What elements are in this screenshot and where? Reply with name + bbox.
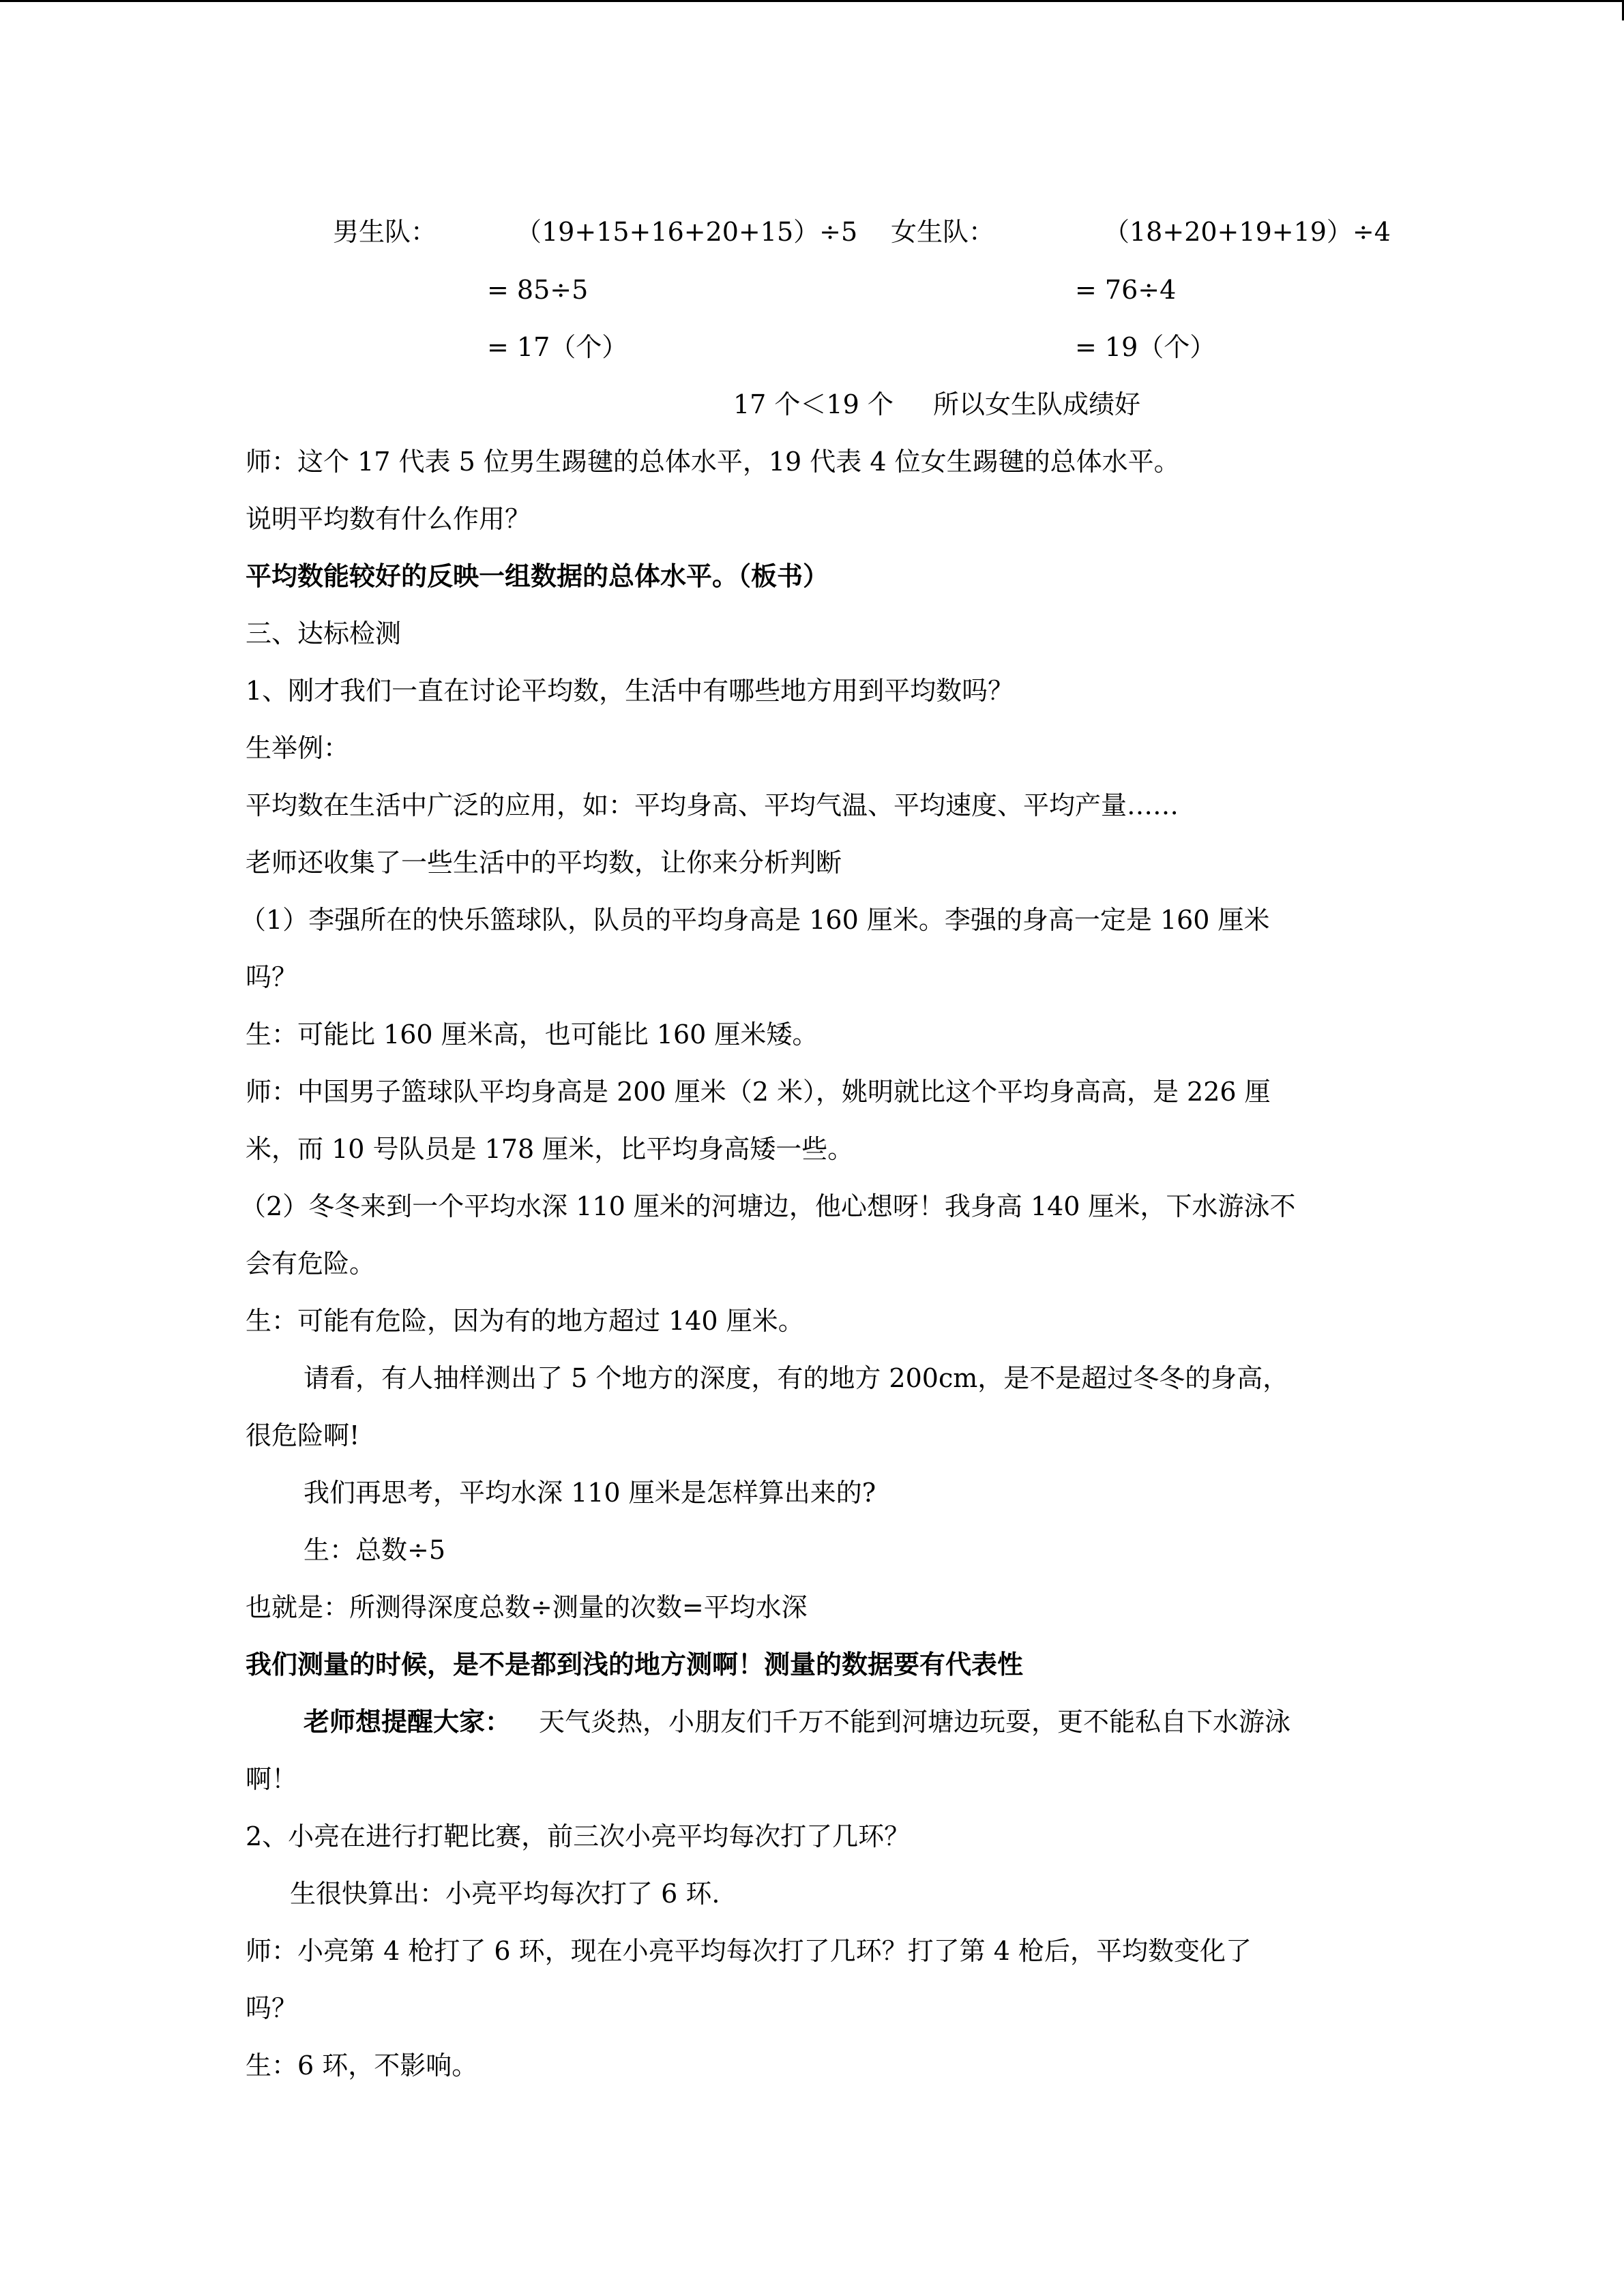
boys-step-2: = 17（个） xyxy=(487,332,628,362)
student-quick-answer: 生很快算出：小亮平均每次打了 6 环. xyxy=(290,1879,720,1909)
top-border-line xyxy=(0,0,1624,2)
girls-average-expression: （18+20+19+19）÷4 xyxy=(1104,217,1391,247)
student-answer-total: 生：总数÷5 xyxy=(304,1535,446,1565)
teacher-basketball-text-cont: 米，而 10 号队员是 178 厘米，比平均身高矮一些。 xyxy=(246,1134,854,1164)
student-examples-label: 生举例： xyxy=(246,733,350,763)
student-answer-danger: 生：可能有危险，因为有的地方超过 140 厘米。 xyxy=(246,1306,804,1336)
question-2: 2、小亮在进行打靶比赛，前三次小亮平均每次打了几环？ xyxy=(246,1821,911,1851)
student-answer-no-effect: 生：6 环，不影响。 xyxy=(246,2051,478,2081)
teacher-collected-text: 老师还收集了一些生活中的平均数，让你来分析判断 xyxy=(246,848,842,878)
boys-team-label: 男生队： xyxy=(333,217,437,247)
case-1-text-cont: 吗？ xyxy=(246,962,298,992)
boys-average-expression: （19+15+16+20+15）÷5 xyxy=(516,217,858,247)
comparison-conclusion: 所以女生队成绩好 xyxy=(933,389,1141,419)
boys-step-1: = 85÷5 xyxy=(487,275,589,305)
sample-depth-text: 请看，有人抽样测出了 5 个地方的深度，有的地方 200cm，是不是超过冬冬的身高， xyxy=(304,1363,1289,1393)
question-average-purpose: 说明平均数有什么作用？ xyxy=(246,504,531,534)
key-point-average-definition: 平均数能较好的反映一组数据的总体水平。（板书） xyxy=(246,561,829,591)
section-heading-assessment: 三、达标检测 xyxy=(246,618,402,648)
question-1: 1、刚才我们一直在讨论平均数，生活中有哪些地方用到平均数吗？ xyxy=(246,676,1014,706)
teacher-fourth-shot-text: 师：小亮第 4 枪打了 6 环，现在小亮平均每次打了几环？打了第 4 枪后，平均数变化了 xyxy=(246,1936,1252,1966)
girls-team-label: 女生队： xyxy=(891,217,995,247)
key-point-representative-data: 我们测量的时候，是不是都到浅的地方测啊！测量的数据要有代表性 xyxy=(246,1649,1024,1680)
comparison-result: 17 个＜19 个 xyxy=(733,389,894,419)
student-answer-height: 生：可能比 160 厘米高，也可能比 160 厘米矮。 xyxy=(246,1019,818,1049)
rethink-question: 我们再思考，平均水深 110 厘米是怎样算出来的? xyxy=(304,1478,876,1508)
formula-average-depth: 也就是：所测得深度总数÷测量的次数=平均水深 xyxy=(246,1592,808,1622)
case-1-text: （1）李强所在的快乐篮球队，队员的平均身高是 160 厘米。李强的身高一定是 160 厘米 xyxy=(240,905,1270,935)
girls-step-1: = 76÷4 xyxy=(1075,275,1177,305)
teacher-remark-total-level: 师：这个 17 代表 5 位男生踢毽的总体水平，19 代表 4 位女生踢毽的总体水平。 xyxy=(246,447,1180,477)
average-applications-text: 平均数在生活中广泛的应用，如：平均身高、平均气温、平均速度、平均产量…… xyxy=(246,790,1179,820)
safety-reminder-text-cont: 啊！ xyxy=(246,1764,298,1794)
teacher-fourth-shot-text-cont: 吗？ xyxy=(246,1993,298,2023)
safety-reminder-text: 天气炎热，小朋友们千万不能到河塘边玩耍，更不能私自下水游泳 xyxy=(539,1707,1291,1737)
girls-step-2: = 19（个） xyxy=(1075,332,1216,362)
teacher-basketball-text: 师：中国男子篮球队平均身高是 200 厘米（2 米），姚明就比这个平均身高高，是 226 厘 xyxy=(246,1077,1271,1107)
sample-depth-text-cont: 很危险啊! xyxy=(246,1420,360,1450)
safety-reminder-label: 老师想提醒大家： xyxy=(304,1706,512,1737)
case-2-text: （2）冬冬来到一个平均水深 110 厘米的河塘边，他心想呀！我身高 140 厘米，下水游泳不 xyxy=(240,1191,1296,1221)
case-2-text-cont: 会有危险。 xyxy=(246,1249,376,1279)
